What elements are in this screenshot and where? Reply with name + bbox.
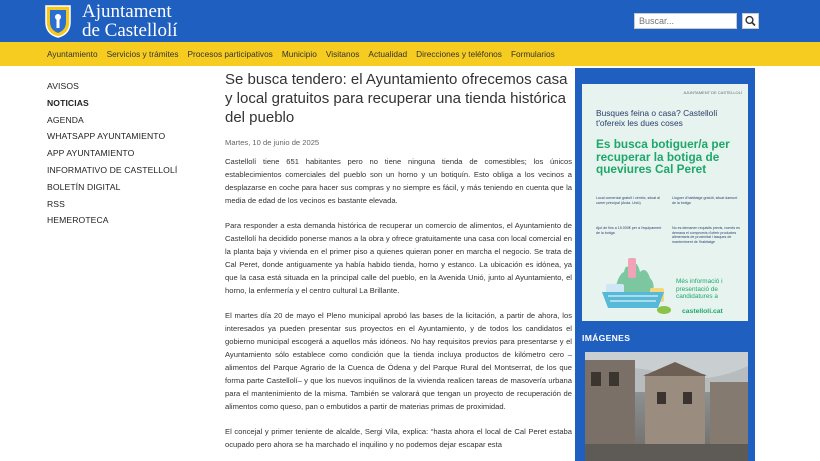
sidebar-item[interactable]: NOTICIAS xyxy=(47,97,89,108)
poster-benefit: Local comercial gratuït i cèntric, situat al carrer principal (Avda. Unió) xyxy=(596,196,660,205)
coat-of-arms-logo[interactable] xyxy=(44,4,72,38)
sidebar-item[interactable]: AVISOS xyxy=(47,81,79,91)
article-paragraph: Para responder a esta demanda histórica de recuperar un comercio de alimentos, el Ayuntamiento de Castellolí ha decidido ponerse manos a la obra y ofrece gratuitamente una casa con local comercial en la planta baja y vivienda en el primer piso a quienes quieran poner en marcha el negocio. Se trata de Cal Peret, donde antiguamente ya había habido tienda, horno y estanco. La ubicación es idónea, ya que la casa está situada en la principal calle del pueblo, en la Avenida Unió, junto al Ayuntamiento, el horno, la enfermería y el centro cultural La Brillante. xyxy=(225,221,572,295)
article-title: Se busca tendero: el Ayuntamiento ofrecemos casa y local gratuitos para recuperar una tienda histórica del pueblo xyxy=(225,71,568,126)
right-column xyxy=(575,68,755,461)
sidebar-item[interactable]: APP AYUNTAMIENTO xyxy=(47,148,135,159)
poster-url[interactable]: castellolí.cat xyxy=(682,308,723,315)
poster-more-info: Més informació i presentació de candidatures a xyxy=(676,278,723,300)
main-nav xyxy=(0,42,820,66)
poster-headline: Es busca botiguer/a per recuperar la botiga de queviures Cal Peret xyxy=(596,137,730,176)
poster-benefit: No es demanen requisits previs, només es demana el compromís d'oferir productes alimentaris de proximitat i tasques de manteniment de l'habitatge xyxy=(672,226,740,244)
nav-item[interactable]: Visitanos xyxy=(325,49,360,59)
sidebar-item[interactable]: BOLETÍN DIGITAL xyxy=(47,181,121,192)
search-input[interactable] xyxy=(634,13,737,29)
gallery-photo[interactable] xyxy=(585,352,748,461)
article-body xyxy=(225,155,572,451)
site-title-line-1: Ajuntament xyxy=(82,1,172,22)
poster-benefit: Lloguer d'habitatge gratuït, situat damunt de la botiga xyxy=(672,196,738,205)
sidebar-item[interactable]: INFORMATIVO DE CASTELLOLÍ xyxy=(47,164,178,175)
nav-item[interactable]: Municipio xyxy=(281,49,317,59)
nav-item[interactable]: Direcciones y teléfonos xyxy=(416,49,502,59)
village-photo-image xyxy=(585,352,748,461)
nav-item[interactable]: Servicios y trámites xyxy=(106,49,179,59)
promo-poster[interactable] xyxy=(582,84,748,321)
site-title[interactable] xyxy=(82,2,178,40)
article xyxy=(225,70,572,451)
search-icon xyxy=(743,14,758,28)
nav-item[interactable]: Procesos participativos xyxy=(187,49,273,59)
nav-item[interactable]: Formularios xyxy=(510,49,555,59)
sidebar-item[interactable]: HEMEROTECA xyxy=(47,215,109,226)
site-header xyxy=(0,0,820,42)
poster-question: Busques feina o casa? Castellolí t'ofereix les dues coses xyxy=(596,108,718,128)
nav-item[interactable]: Ayuntamiento xyxy=(47,49,98,59)
article-date: Martes, 10 de junio de 2025 xyxy=(225,138,320,147)
article-paragraph: El martes día 20 de mayo el Pleno municipal aprobó las bases de la licitación, a partir de ahora, los interesados ya pueden presentar sus proyectos en el Ayuntamiento, y de todos los candidatos el gobierno municipal escogerá a aquellos más idóneos. No hay requisitos previos para presentarse y el Ayuntamiento sólo establece como condición que la tienda incluya productos de kilómetro cero –alimentos del Parque Agrario de la Cuenca de Ódena y del Parque Rural del Montserrat, de los que forma parte Castellolí– y que los nuevos inquilinos de la vivienda realicen tareas de masovería urbana para el mantenimiento de la misma. También se valorará que tengan un proyecto de recuperación de alimentos como queso, pan o embutidos a partir de materias primas de proximidad. xyxy=(225,311,572,411)
shopping-basket-illustration xyxy=(594,244,672,316)
images-section-title: IMÁGENES xyxy=(582,333,631,343)
site-title-line-2: de Castellolí xyxy=(82,20,178,41)
article-paragraph: El concejal y primer teniente de alcalde, Sergi Vila, explica: “hasta ahora el local de Cal Peret estaba ocupado pero ahora se ha marchado el inquilino y no podemos dejar escapar esta xyxy=(225,427,572,449)
search-button[interactable] xyxy=(742,13,759,29)
sidebar-item[interactable]: WHATSAPP AYUNTAMIENTO xyxy=(47,131,166,142)
sidebar-item[interactable]: AGENDA xyxy=(47,114,84,125)
poster-benefit: Ajut de fins a 15.000€ per a l'equipament de la botiga xyxy=(596,226,662,235)
nav-item[interactable]: Actualidad xyxy=(368,49,408,59)
sidebar-menu xyxy=(47,78,212,229)
article-paragraph: Castellolí tiene 651 habitantes pero no tiene ninguna tienda de comestibles; los únicos establecimientos comerciales del pueblo son un horno y un botiquín. Esto obliga a los vecinos a desplazarse en coche para hacer sus compras y no siempre es fácil, y más teniendo en cuenta que la media de edad de los vecinos es bastante elevada. xyxy=(225,157,572,205)
sidebar-item[interactable]: RSS xyxy=(47,198,65,209)
poster-org: AJUNTAMENT DE CASTELLOLÍ xyxy=(683,90,742,95)
